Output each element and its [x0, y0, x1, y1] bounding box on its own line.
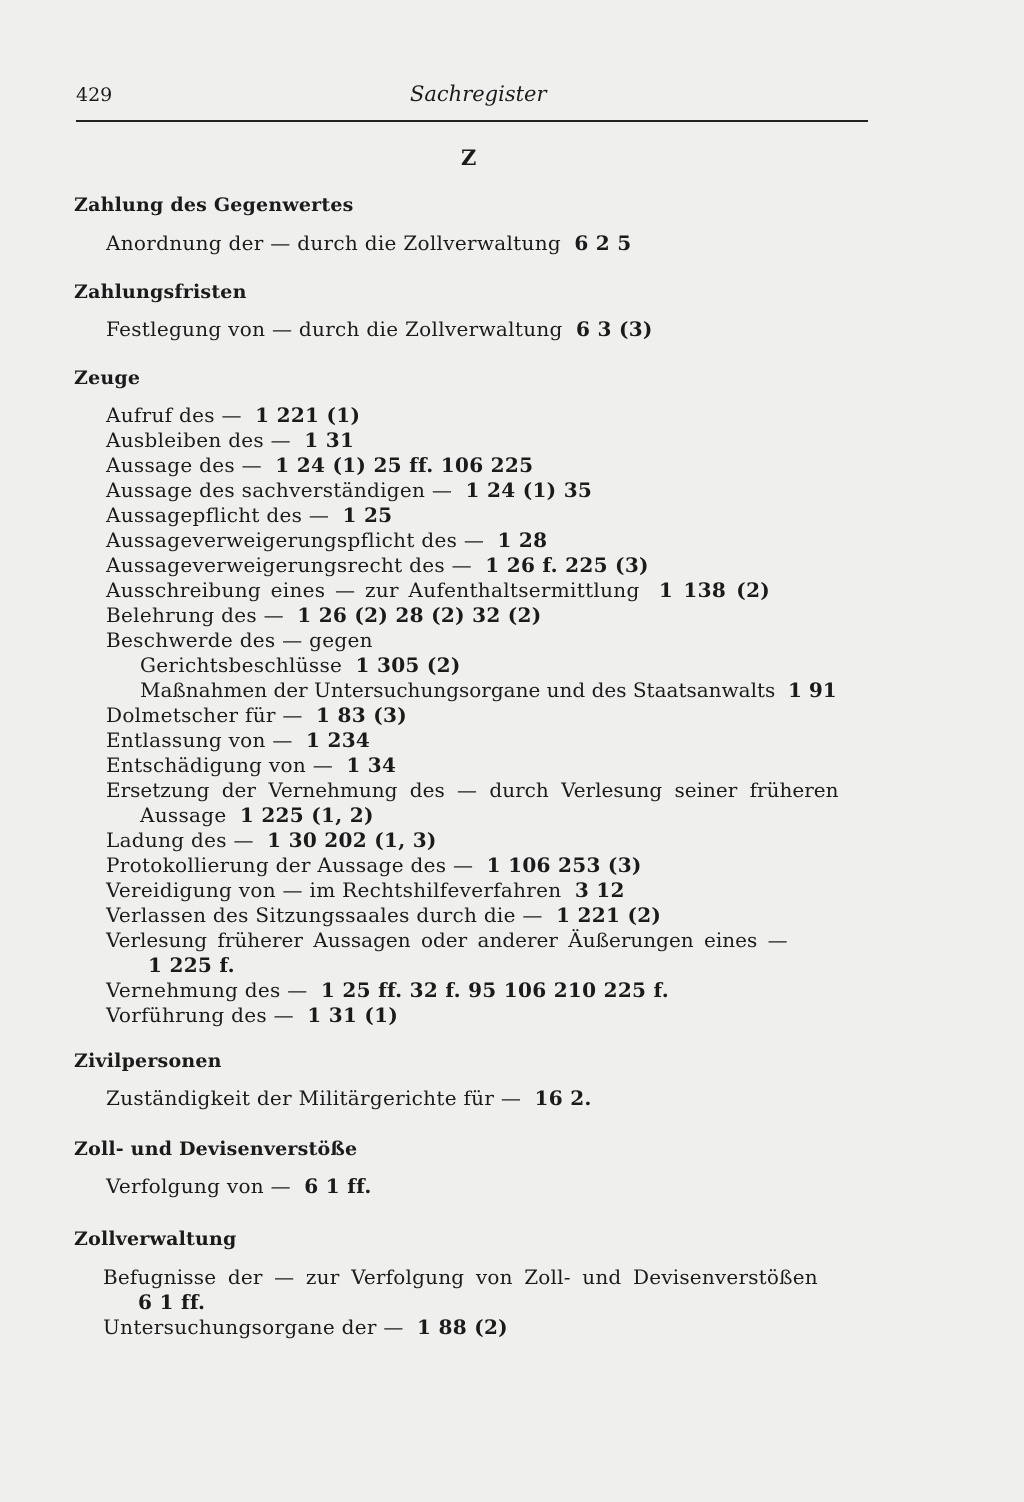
- index-entry: Beschwerde des — gegen: [106, 628, 373, 652]
- index-entry: Vorführung des — 1 31 (1): [106, 1003, 399, 1027]
- index-entry: Verlesung früherer Aussagen oder anderer Äußerungen eines —: [106, 928, 788, 952]
- index-entry: Vereidigung von — im Rechtshilfeverfahren 3 12: [106, 878, 625, 902]
- index-entry: Ladung des — 1 30 202 (1, 3): [106, 828, 437, 852]
- index-entry: Belehrung des — 1 26 (2) 28 (2) 32 (2): [106, 603, 542, 627]
- index-heading: Zoll- und Devisenverstöße: [74, 1138, 358, 1160]
- index-entry: Verfolgung von — 6 1 ff.: [106, 1174, 372, 1198]
- index-heading: Zahlungsfristen: [74, 281, 247, 303]
- index-entry: Dolmetscher für — 1 83 (3): [106, 703, 407, 727]
- index-subentry: Gerichtsbeschlüsse 1 305 (2): [140, 653, 461, 677]
- index-entry: Aussage des sachverständigen — 1 24 (1) 35: [106, 478, 593, 502]
- index-heading: Zollverwaltung: [74, 1228, 237, 1250]
- index-entry: Zuständigkeit der Militärgerichte für — 16 2.: [106, 1086, 592, 1110]
- page-number: 429: [76, 84, 113, 106]
- index-subentry: 1 225 f.: [148, 953, 235, 977]
- index-entry: Vernehmung des — 1 25 ff. 32 f. 95 106 210 225 f.: [106, 978, 669, 1002]
- index-entry: Verlassen des Sitzungssaales durch die — 1 221 (2): [106, 903, 662, 927]
- index-entry: Ausbleiben des — 1 31: [106, 428, 355, 452]
- index-entry: Aufruf des — 1 221 (1): [106, 403, 361, 427]
- index-entry: Aussagepflicht des — 1 25: [106, 503, 393, 527]
- index-entry: Befugnisse der — zur Verfolgung von Zoll- und Devisenverstößen: [103, 1265, 818, 1289]
- index-subentry: Maßnahmen der Untersuchungsorgane und des Staatsanwalts 1 91: [140, 678, 837, 702]
- index-entry: Ausschreibung eines — zur Aufenthaltsermittlung 1 138 (2): [106, 578, 771, 602]
- index-subentry: Aussage 1 225 (1, 2): [140, 803, 374, 827]
- page-header: [76, 80, 868, 122]
- index-entry: Aussageverweigerungspflicht des — 1 28: [106, 528, 548, 552]
- index-entry: Anordnung der — durch die Zollverwaltung 6 2 5: [106, 231, 632, 255]
- section-letter: Z: [461, 145, 477, 170]
- index-entry: Ersetzung der Vernehmung des — durch Verlesung seiner früheren: [106, 778, 839, 802]
- index-entry: Entschädigung von — 1 34: [106, 753, 397, 777]
- index-heading: Zivilpersonen: [74, 1050, 222, 1072]
- running-title: Sachregister: [410, 82, 547, 106]
- index-entry: Untersuchungsorgane der — 1 88 (2): [103, 1315, 508, 1339]
- index-entry: Protokollierung der Aussage des — 1 106 253 (3): [106, 853, 642, 877]
- index-heading: Zeuge: [74, 367, 141, 389]
- index-subentry: 6 1 ff.: [138, 1290, 206, 1314]
- index-entry: Aussage des — 1 24 (1) 25 ff. 106 225: [106, 453, 534, 477]
- index-entry: Entlassung von — 1 234: [106, 728, 371, 752]
- index-heading: Zahlung des Gegenwertes: [74, 194, 354, 216]
- index-entry: Aussageverweigerungsrecht des — 1 26 f. 225 (3): [106, 553, 649, 577]
- index-entry: Festlegung von — durch die Zollverwaltung 6 3 (3): [106, 317, 653, 341]
